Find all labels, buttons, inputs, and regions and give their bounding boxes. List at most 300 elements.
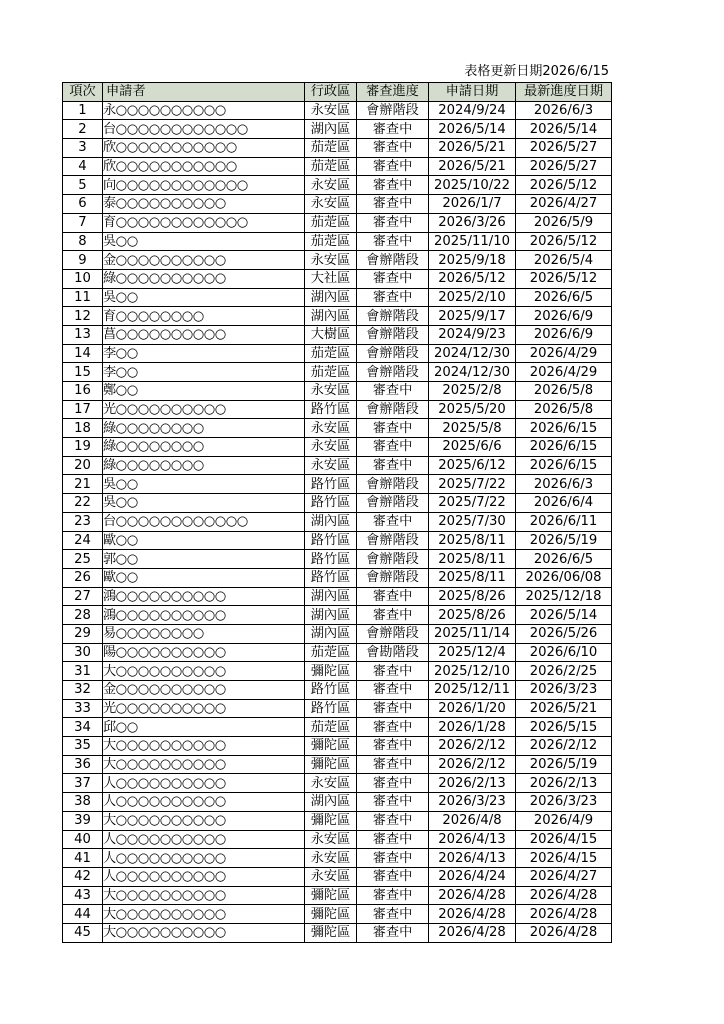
cell-applicant: 陽○○○○○○○○○○ [103, 643, 305, 662]
cell-applicant: 泰○○○○○○○○○○ [103, 195, 305, 214]
cell-latest-date: 2026/6/9 [516, 307, 612, 326]
cell-applicant: 欣○○○○○○○○○○○ [103, 157, 305, 176]
cell-applicant: 人○○○○○○○○○○ [103, 849, 305, 868]
cell-applicant: 郭○○ [103, 550, 305, 569]
cell-applicant: 吳○○ [103, 494, 305, 513]
cell-district: 永安區 [305, 830, 357, 849]
cell-apply-date: 2025/8/26 [429, 587, 516, 606]
update-date-label: 表格更新日期2026/6/15 [464, 64, 609, 79]
table-row [63, 737, 612, 756]
cell-no: 42 [63, 867, 103, 886]
cell-district: 茄萣區 [305, 344, 357, 363]
cell-no: 24 [63, 531, 103, 550]
cell-apply-date: 2025/11/14 [429, 624, 516, 643]
table-row [63, 157, 612, 176]
cell-applicant: 大○○○○○○○○○○ [103, 811, 305, 830]
cell-applicant: 歐○○ [103, 568, 305, 587]
cell-latest-date: 2026/5/12 [516, 269, 612, 288]
cell-status: 會辦階段 [357, 101, 429, 120]
cell-apply-date: 2026/1/7 [429, 195, 516, 214]
cell-latest-date: 2026/5/12 [516, 176, 612, 195]
cell-no: 40 [63, 830, 103, 849]
cell-no: 44 [63, 905, 103, 924]
cell-no: 9 [63, 251, 103, 270]
table-row [63, 251, 612, 270]
cell-status: 審查中 [357, 195, 429, 214]
cell-no: 6 [63, 195, 103, 214]
cell-applicant: 綠○○○○○○○○ [103, 456, 305, 475]
cell-status: 審查中 [357, 905, 429, 924]
cell-status: 審查中 [357, 120, 429, 139]
cell-latest-date: 2026/2/13 [516, 774, 612, 793]
cell-latest-date: 2026/5/8 [516, 382, 612, 401]
cell-status: 會辦階段 [357, 568, 429, 587]
cell-status: 會辦階段 [357, 307, 429, 326]
cell-district: 湖內區 [305, 512, 357, 531]
cell-no: 10 [63, 269, 103, 288]
cell-applicant: 欣○○○○○○○○○○○ [103, 139, 305, 158]
table-row [63, 718, 612, 737]
cell-applicant: 大○○○○○○○○○○ [103, 737, 305, 756]
cell-apply-date: 2025/7/22 [429, 494, 516, 513]
cell-no: 26 [63, 568, 103, 587]
cell-no: 38 [63, 793, 103, 812]
cell-no: 32 [63, 681, 103, 700]
cell-status: 會辦階段 [357, 494, 429, 513]
cell-status: 審查中 [357, 232, 429, 251]
cell-latest-date: 2026/5/27 [516, 157, 612, 176]
cell-district: 彌陀區 [305, 755, 357, 774]
cell-district: 茄萣區 [305, 363, 357, 382]
cell-apply-date: 2026/4/13 [429, 830, 516, 849]
cell-status: 審查中 [357, 923, 429, 942]
cell-district: 永安區 [305, 456, 357, 475]
cell-no: 2 [63, 120, 103, 139]
cell-status: 審查中 [357, 662, 429, 681]
cell-district: 湖內區 [305, 120, 357, 139]
cell-apply-date: 2025/9/17 [429, 307, 516, 326]
cell-apply-date: 2026/4/13 [429, 849, 516, 868]
cell-status: 審查中 [357, 587, 429, 606]
table-row [63, 811, 612, 830]
header-applicant: 申請者 [103, 83, 305, 102]
cell-apply-date: 2024/12/30 [429, 344, 516, 363]
cell-latest-date: 2026/6/3 [516, 101, 612, 120]
cell-applicant: 金○○○○○○○○○○ [103, 681, 305, 700]
table-row [63, 195, 612, 214]
cell-district: 彌陀區 [305, 923, 357, 942]
cell-status: 會辦階段 [357, 344, 429, 363]
cell-district: 彌陀區 [305, 905, 357, 924]
table-row [63, 269, 612, 288]
cell-apply-date: 2025/10/22 [429, 176, 516, 195]
cell-applicant: 台○○○○○○○○○○○○ [103, 120, 305, 139]
cell-district: 永安區 [305, 867, 357, 886]
cell-no: 18 [63, 419, 103, 438]
cell-applicant: 人○○○○○○○○○○ [103, 793, 305, 812]
cell-status: 審查中 [357, 755, 429, 774]
cell-apply-date: 2025/12/11 [429, 681, 516, 700]
cell-no: 34 [63, 718, 103, 737]
cell-latest-date: 2026/4/15 [516, 849, 612, 868]
cell-apply-date: 2025/6/6 [429, 438, 516, 457]
table-row [63, 531, 612, 550]
cell-no: 31 [63, 662, 103, 681]
cell-no: 39 [63, 811, 103, 830]
cell-district: 茄萣區 [305, 718, 357, 737]
cell-status: 審查中 [357, 176, 429, 195]
cell-apply-date: 2025/9/18 [429, 251, 516, 270]
cell-district: 彌陀區 [305, 886, 357, 905]
cell-latest-date: 2026/4/9 [516, 811, 612, 830]
table-row [63, 213, 612, 232]
table-row [63, 419, 612, 438]
cell-status: 審查中 [357, 867, 429, 886]
cell-status: 審查中 [357, 886, 429, 905]
cell-applicant: 人○○○○○○○○○○ [103, 867, 305, 886]
cell-apply-date: 2025/11/10 [429, 232, 516, 251]
cell-district: 路竹區 [305, 699, 357, 718]
cell-status: 審查中 [357, 606, 429, 625]
cell-no: 45 [63, 923, 103, 942]
table-row [63, 325, 612, 344]
cell-no: 14 [63, 344, 103, 363]
cell-no: 28 [63, 606, 103, 625]
table-body [63, 101, 612, 942]
cell-latest-date: 2026/6/15 [516, 438, 612, 457]
cell-latest-date: 2026/5/12 [516, 232, 612, 251]
table-row [63, 382, 612, 401]
cell-no: 36 [63, 755, 103, 774]
cell-applicant: 李○○ [103, 363, 305, 382]
cell-latest-date: 2026/5/21 [516, 699, 612, 718]
table-row [63, 120, 612, 139]
cell-latest-date: 2026/2/25 [516, 662, 612, 681]
table-row [63, 176, 612, 195]
table-row [63, 438, 612, 457]
cell-status: 審查中 [357, 774, 429, 793]
cell-district: 路竹區 [305, 550, 357, 569]
cell-latest-date: 2026/3/23 [516, 681, 612, 700]
cell-latest-date: 2025/12/18 [516, 587, 612, 606]
cell-no: 12 [63, 307, 103, 326]
cell-latest-date: 2026/4/28 [516, 905, 612, 924]
cell-latest-date: 2026/5/19 [516, 755, 612, 774]
table-row [63, 344, 612, 363]
cell-status: 審查中 [357, 213, 429, 232]
cell-applicant: 光○○○○○○○○○○ [103, 400, 305, 419]
cell-apply-date: 2025/8/11 [429, 550, 516, 569]
cell-district: 永安區 [305, 849, 357, 868]
cell-district: 湖內區 [305, 307, 357, 326]
table-row [63, 400, 612, 419]
cell-applicant: 吳○○ [103, 288, 305, 307]
table-row [63, 662, 612, 681]
cell-status: 會辦階段 [357, 251, 429, 270]
cell-district: 路竹區 [305, 400, 357, 419]
cell-apply-date: 2026/2/13 [429, 774, 516, 793]
cell-apply-date: 2026/4/28 [429, 923, 516, 942]
cell-no: 8 [63, 232, 103, 251]
cell-latest-date: 2026/2/12 [516, 737, 612, 756]
cell-status: 審查中 [357, 419, 429, 438]
cell-district: 彌陀區 [305, 811, 357, 830]
cell-district: 湖內區 [305, 587, 357, 606]
table-row [63, 494, 612, 513]
cell-no: 30 [63, 643, 103, 662]
cell-latest-date: 2026/4/27 [516, 867, 612, 886]
cell-status: 會辦階段 [357, 531, 429, 550]
cell-applicant: 大○○○○○○○○○○ [103, 923, 305, 942]
cell-status: 審查中 [357, 737, 429, 756]
cell-apply-date: 2025/12/10 [429, 662, 516, 681]
cell-latest-date: 2026/5/27 [516, 139, 612, 158]
cell-applicant: 人○○○○○○○○○○ [103, 830, 305, 849]
cell-applicant: 鴻○○○○○○○○○○ [103, 587, 305, 606]
header-district: 行政區 [305, 83, 357, 102]
cell-status: 審查中 [357, 288, 429, 307]
cell-latest-date: 2026/6/5 [516, 288, 612, 307]
header-apply-date: 申請日期 [429, 83, 516, 102]
cell-apply-date: 2026/2/12 [429, 755, 516, 774]
cell-district: 茄萣區 [305, 139, 357, 158]
cell-district: 湖內區 [305, 624, 357, 643]
cell-status: 會辦階段 [357, 475, 429, 494]
cell-latest-date: 2026/6/3 [516, 475, 612, 494]
cell-district: 茄萣區 [305, 213, 357, 232]
table-row [63, 512, 612, 531]
cell-district: 永安區 [305, 101, 357, 120]
cell-district: 永安區 [305, 195, 357, 214]
cell-no: 21 [63, 475, 103, 494]
cell-no: 1 [63, 101, 103, 120]
cell-apply-date: 2025/6/12 [429, 456, 516, 475]
cell-status: 審查中 [357, 699, 429, 718]
table-row [63, 849, 612, 868]
table-row [63, 288, 612, 307]
cell-latest-date: 2026/3/23 [516, 793, 612, 812]
cell-apply-date: 2026/5/21 [429, 139, 516, 158]
cell-district: 大社區 [305, 269, 357, 288]
cell-status: 審查中 [357, 269, 429, 288]
cell-district: 湖內區 [305, 793, 357, 812]
cell-latest-date: 2026/5/19 [516, 531, 612, 550]
cell-district: 路竹區 [305, 531, 357, 550]
cell-district: 茄萣區 [305, 232, 357, 251]
cell-applicant: 大○○○○○○○○○○ [103, 905, 305, 924]
cell-applicant: 人○○○○○○○○○○ [103, 774, 305, 793]
cell-latest-date: 2026/6/5 [516, 550, 612, 569]
table-row [63, 232, 612, 251]
cell-status: 會勘階段 [357, 643, 429, 662]
header-status: 審查進度 [357, 83, 429, 102]
cell-apply-date: 2025/5/20 [429, 400, 516, 419]
cell-no: 35 [63, 737, 103, 756]
cell-district: 路竹區 [305, 681, 357, 700]
cell-no: 37 [63, 774, 103, 793]
table-row [63, 755, 612, 774]
cell-applicant: 鴻○○○○○○○○○○ [103, 606, 305, 625]
cell-applicant: 光○○○○○○○○○○ [103, 699, 305, 718]
cell-apply-date: 2026/5/21 [429, 157, 516, 176]
cell-no: 4 [63, 157, 103, 176]
cell-no: 23 [63, 512, 103, 531]
cell-latest-date: 2026/4/29 [516, 363, 612, 382]
table-row [63, 475, 612, 494]
table-row [63, 923, 612, 942]
cell-status: 會辦階段 [357, 363, 429, 382]
cell-applicant: 李○○ [103, 344, 305, 363]
cell-applicant: 金○○○○○○○○○○ [103, 251, 305, 270]
cell-apply-date: 2025/8/11 [429, 531, 516, 550]
table-row [63, 793, 612, 812]
cell-apply-date: 2025/8/26 [429, 606, 516, 625]
cell-apply-date: 2026/2/12 [429, 737, 516, 756]
cell-no: 33 [63, 699, 103, 718]
cell-district: 大樹區 [305, 325, 357, 344]
cell-no: 17 [63, 400, 103, 419]
cell-applicant: 台○○○○○○○○○○○○ [103, 512, 305, 531]
cell-status: 審查中 [357, 139, 429, 158]
cell-applicant: 育○○○○○○○○ [103, 307, 305, 326]
cell-latest-date: 2026/5/9 [516, 213, 612, 232]
cell-apply-date: 2025/7/30 [429, 512, 516, 531]
cell-apply-date: 2025/8/11 [429, 568, 516, 587]
cell-latest-date: 2026/5/4 [516, 251, 612, 270]
cell-district: 彌陀區 [305, 662, 357, 681]
cell-latest-date: 2026/6/10 [516, 643, 612, 662]
table-row [63, 363, 612, 382]
cell-applicant: 易○○○○○○○○ [103, 624, 305, 643]
cell-applicant: 育○○○○○○○○○○○○ [103, 213, 305, 232]
cell-status: 審查中 [357, 718, 429, 737]
table-row [63, 886, 612, 905]
cell-no: 19 [63, 438, 103, 457]
cell-latest-date: 2026/6/15 [516, 456, 612, 475]
cell-latest-date: 2026/4/15 [516, 830, 612, 849]
cell-district: 路竹區 [305, 475, 357, 494]
table-row [63, 101, 612, 120]
table-row [63, 606, 612, 625]
cell-district: 路竹區 [305, 568, 357, 587]
cell-apply-date: 2025/2/8 [429, 382, 516, 401]
cell-apply-date: 2025/12/4 [429, 643, 516, 662]
cell-applicant: 向○○○○○○○○○○○○ [103, 176, 305, 195]
cell-apply-date: 2024/9/24 [429, 101, 516, 120]
cell-status: 審查中 [357, 382, 429, 401]
table-row [63, 699, 612, 718]
cell-apply-date: 2026/4/28 [429, 905, 516, 924]
application-table [62, 82, 612, 943]
cell-status: 審查中 [357, 811, 429, 830]
cell-status: 會辦階段 [357, 325, 429, 344]
table-row [63, 587, 612, 606]
cell-status: 會辦階段 [357, 400, 429, 419]
header-row [63, 83, 612, 102]
cell-applicant: 永○○○○○○○○○○ [103, 101, 305, 120]
cell-no: 41 [63, 849, 103, 868]
cell-district: 永安區 [305, 176, 357, 195]
table-row [63, 681, 612, 700]
cell-no: 5 [63, 176, 103, 195]
cell-no: 25 [63, 550, 103, 569]
cell-latest-date: 2026/4/29 [516, 344, 612, 363]
cell-apply-date: 2026/4/24 [429, 867, 516, 886]
cell-latest-date: 2026/6/15 [516, 419, 612, 438]
cell-apply-date: 2026/4/28 [429, 886, 516, 905]
cell-no: 7 [63, 213, 103, 232]
cell-status: 審查中 [357, 456, 429, 475]
table-row [63, 830, 612, 849]
cell-apply-date: 2024/12/30 [429, 363, 516, 382]
cell-apply-date: 2025/5/8 [429, 419, 516, 438]
cell-district: 茄萣區 [305, 643, 357, 662]
cell-applicant: 菖○○○○○○○○○○ [103, 325, 305, 344]
cell-status: 審查中 [357, 438, 429, 457]
cell-latest-date: 2026/5/8 [516, 400, 612, 419]
cell-status: 會辦階段 [357, 624, 429, 643]
table-row [63, 867, 612, 886]
cell-latest-date: 2026/5/14 [516, 120, 612, 139]
table-row [63, 307, 612, 326]
cell-apply-date: 2024/9/23 [429, 325, 516, 344]
cell-applicant: 吳○○ [103, 232, 305, 251]
cell-no: 29 [63, 624, 103, 643]
cell-applicant: 大○○○○○○○○○○ [103, 755, 305, 774]
cell-district: 永安區 [305, 382, 357, 401]
cell-status: 審查中 [357, 512, 429, 531]
cell-apply-date: 2026/3/26 [429, 213, 516, 232]
cell-latest-date: 2026/6/9 [516, 325, 612, 344]
cell-status: 審查中 [357, 681, 429, 700]
cell-status: 審查中 [357, 830, 429, 849]
cell-apply-date: 2026/5/12 [429, 269, 516, 288]
cell-applicant: 邱○○ [103, 718, 305, 737]
cell-no: 27 [63, 587, 103, 606]
cell-no: 16 [63, 382, 103, 401]
cell-status: 審查中 [357, 157, 429, 176]
cell-district: 永安區 [305, 419, 357, 438]
cell-latest-date: 2026/6/4 [516, 494, 612, 513]
cell-no: 11 [63, 288, 103, 307]
cell-applicant: 吳○○ [103, 475, 305, 494]
cell-status: 審查中 [357, 849, 429, 868]
cell-latest-date: 2026/5/14 [516, 606, 612, 625]
cell-status: 審查中 [357, 793, 429, 812]
cell-district: 湖內區 [305, 606, 357, 625]
cell-apply-date: 2025/7/22 [429, 475, 516, 494]
cell-applicant: 綠○○○○○○○○ [103, 438, 305, 457]
cell-latest-date: 2026/5/15 [516, 718, 612, 737]
table-row [63, 568, 612, 587]
table-row [63, 139, 612, 158]
cell-no: 20 [63, 456, 103, 475]
cell-latest-date: 2026/4/28 [516, 886, 612, 905]
cell-latest-date: 2026/06/08 [516, 568, 612, 587]
header-no: 項次 [63, 83, 103, 102]
cell-apply-date: 2026/3/23 [429, 793, 516, 812]
cell-applicant: 歐○○ [103, 531, 305, 550]
cell-no: 15 [63, 363, 103, 382]
table-row [63, 456, 612, 475]
table-row [63, 643, 612, 662]
cell-status: 會辦階段 [357, 550, 429, 569]
cell-applicant: 大○○○○○○○○○○ [103, 662, 305, 681]
cell-latest-date: 2026/4/28 [516, 923, 612, 942]
cell-latest-date: 2026/5/26 [516, 624, 612, 643]
table-row [63, 550, 612, 569]
cell-applicant: 鄭○○ [103, 382, 305, 401]
